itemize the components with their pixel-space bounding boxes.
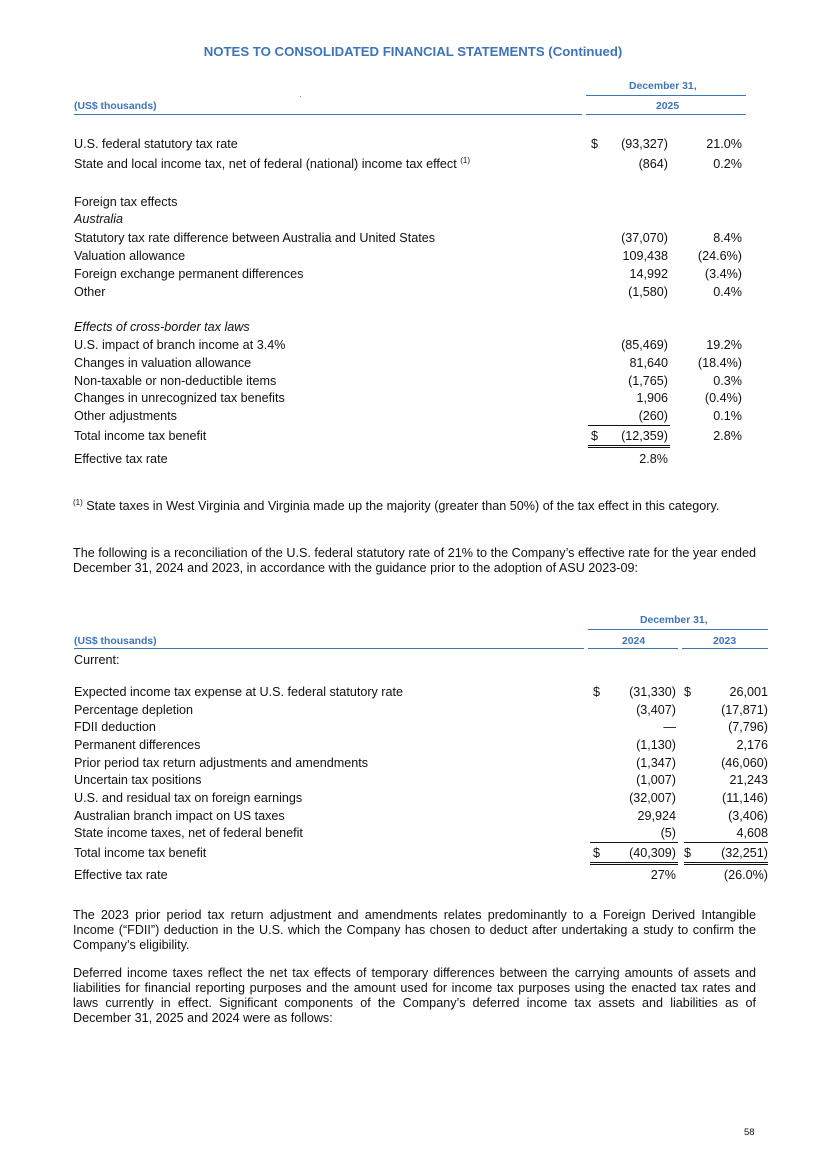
table2-unit-label: (US$ thousands) (74, 636, 157, 647)
table1-effective-rate: 2.8% (639, 452, 668, 466)
table1-row-label: Valuation allowance (74, 249, 186, 263)
table1-percent: 0.3% (713, 374, 742, 388)
table1-amount: 81,640 (629, 356, 668, 370)
table1-year-header: 2025 (656, 101, 680, 112)
footnote-marker: (1) (73, 497, 83, 507)
table2-column-rule (682, 648, 768, 649)
table1-amount: (93,327) (621, 137, 668, 151)
table1-amount: (37,070) (621, 231, 668, 245)
table1-subsection-heading: Effects of cross-border tax laws (74, 320, 250, 334)
table1-amount: 1,906 (636, 391, 668, 405)
table2-row-label: Percentage depletion (74, 703, 194, 717)
table2-total-2024: (40,309) (629, 846, 676, 860)
table1-period-header: December 31, (629, 81, 697, 92)
table1-total-amount: (12,359) (621, 429, 668, 443)
total-double-rule (588, 445, 670, 446)
table2-row-label: Effective tax rate (74, 868, 168, 882)
table2-value-2023: 4,608 (736, 826, 768, 840)
table1-total-percent: 2.8% (713, 429, 742, 443)
fdii-paragraph: The 2023 prior period tax return adjustment and amendments relates predominantly to a Foreign Derived Intangible Income (“FDII”) deduction in the U.S. which the Company has chosen to deduct after undertaking a study to confirm the Company’s eligibility. (73, 908, 756, 952)
footnote (73, 499, 756, 514)
table2-total-2023: (32,251) (721, 846, 768, 860)
table2-year-header: 2024 (622, 636, 646, 647)
page-title: NOTES TO CONSOLIDATED FINANCIAL STATEMENTS (Continued) (203, 44, 623, 59)
total-double-rule (588, 447, 670, 448)
table1-percent: (24.6%) (697, 249, 742, 263)
table1-column-rule (586, 114, 746, 115)
table2-dollar-sign: $ (684, 685, 692, 699)
table1-percent: 0.2% (713, 157, 742, 171)
total-double-rule (684, 864, 768, 865)
table1-amount: (1,580) (628, 285, 668, 299)
table2-row-label: Uncertain tax positions (74, 773, 202, 787)
table2-header-rule (588, 629, 768, 630)
table2-row-label: U.S. and residual tax on foreign earnings (74, 791, 303, 805)
table1-percent: (18.4%) (697, 356, 742, 370)
table1-row-label: U.S. federal statutory tax rate (74, 137, 238, 151)
table1-total-label: Total income tax benefit (74, 429, 207, 443)
table2-value-2024: 29,924 (637, 809, 676, 823)
table2-row-label: Expected income tax expense at U.S. federal statutory rate (74, 685, 404, 699)
table1-row-label: Changes in valuation allowance (74, 356, 252, 370)
table1-row-label: Other (74, 285, 106, 299)
table2-value-2024: (1,347) (636, 756, 676, 770)
table2-value-2024: (31,330) (629, 685, 676, 699)
table2-value-2023: (7,796) (728, 720, 768, 734)
subtotal-rule (684, 842, 768, 843)
table1-percent: 19.2% (706, 338, 742, 352)
total-double-rule (590, 862, 678, 863)
table2-value-2024: (1,007) (636, 773, 676, 787)
table2-label-rule (74, 648, 584, 649)
table2-period-header: December 31, (640, 615, 708, 626)
table1-section-heading: Foreign tax effects (74, 195, 178, 209)
page-number: 58 (744, 1127, 755, 1138)
table2-year-header: 2023 (713, 636, 737, 647)
table1-label-rule (74, 114, 582, 115)
stray-mark (300, 96, 301, 97)
table2-column-rule (588, 648, 678, 649)
table1-percent: (0.4%) (704, 391, 742, 405)
table1-row-label: Foreign exchange permanent differences (74, 267, 304, 281)
table2-value-2024: — (663, 720, 676, 734)
table1-percent: 21.0% (706, 137, 742, 151)
table2-value-2023: (11,146) (722, 791, 768, 805)
table1-header-rule (586, 95, 746, 96)
table2-effective-rate-2024: 27% (650, 868, 676, 882)
deferred-taxes-paragraph: Deferred income taxes reflect the net tax effects of temporary differences between the carrying amounts of assets and liabilities for financial reporting purposes and the amount used for income tax purposes using the enacted tax rates and laws currently in effect. Significant components of the Company’s deferred income tax assets and liabilities as of December 31, 2025 and 2024 were as follows: (73, 966, 756, 1025)
table1-amount: 14,992 (629, 267, 668, 281)
total-double-rule (684, 862, 768, 863)
table2-section-heading: Current: (74, 653, 120, 667)
table1-amount: (85,469) (621, 338, 668, 352)
table2-row-label: Prior period tax return adjustments and amendments (74, 756, 369, 770)
table2-value-2024: (1,130) (636, 738, 676, 752)
footnote-text: State taxes in West Virginia and Virginia made up the majority (greater than 50%) of the tax effect in this category. (86, 499, 720, 513)
table1-percent: 0.4% (713, 285, 742, 299)
table1-row-label: U.S. impact of branch income at 3.4% (74, 338, 286, 352)
table1-row-label: Statutory tax rate difference between Australia and United States (74, 231, 436, 245)
table1-dollar-sign: $ (591, 137, 599, 151)
table1-row-label-text: State and local income tax, net of federal (national) income tax effect (74, 157, 457, 171)
reconciliation-intro: The following is a reconciliation of the U.S. federal statutory rate of 21% to the Company’s effective rate for the year ended December 31, 2024 and 2023, in accordance with the guidance prior to the adoption of ASU 2023-09: (73, 546, 756, 575)
table1-row-label: Effective tax rate (74, 452, 168, 466)
table2-value-2024: (5) (660, 826, 676, 840)
table1-amount: (864) (638, 157, 668, 171)
table1-unit-label: (US$ thousands) (74, 101, 157, 112)
subtotal-rule (590, 842, 678, 843)
table2-value-2023: (46,060) (721, 756, 768, 770)
table1-row-label: Changes in unrecognized tax benefits (74, 391, 285, 405)
footnote-reference: (1) (460, 155, 470, 165)
total-double-rule (590, 864, 678, 865)
table1-row-label: Non-taxable or non-deductible items (74, 374, 277, 388)
table2-row-label: FDII deduction (74, 720, 156, 734)
table1-amount: (260) (638, 409, 668, 423)
table2-value-2023: 26,001 (729, 685, 768, 699)
table2-dollar-sign: $ (684, 846, 692, 860)
table1-subsection-heading: Australia (74, 212, 123, 226)
table2-total-label: Total income tax benefit (74, 846, 207, 860)
table1-row-label (74, 156, 470, 172)
table2-value-2023: (3,406) (728, 809, 768, 823)
table2-row-label: State income taxes, net of federal benefit (74, 826, 303, 840)
table1-amount: (1,765) (628, 374, 668, 388)
table2-value-2024: (3,407) (636, 703, 676, 717)
table2-row-label: Australian branch impact on US taxes (74, 809, 285, 823)
table2-value-2023: 2,176 (736, 738, 768, 752)
table1-amount: 109,438 (622, 249, 668, 263)
table1-row-label: Other adjustments (74, 409, 177, 423)
table2-dollar-sign: $ (593, 846, 601, 860)
table1-percent: (3.4%) (704, 267, 742, 281)
subtotal-rule (588, 425, 670, 426)
table1-percent: 0.1% (713, 409, 742, 423)
table2-value-2023: (17,871) (721, 703, 768, 717)
table2-dollar-sign: $ (593, 685, 601, 699)
table2-effective-rate-2023: (26.0%) (723, 868, 768, 882)
table2-value-2024: (32,007) (629, 791, 676, 805)
table2-value-2023: 21,243 (729, 773, 768, 787)
table2-row-label: Permanent differences (74, 738, 201, 752)
table1-percent: 8.4% (713, 231, 742, 245)
table1-dollar-sign: $ (591, 429, 599, 443)
